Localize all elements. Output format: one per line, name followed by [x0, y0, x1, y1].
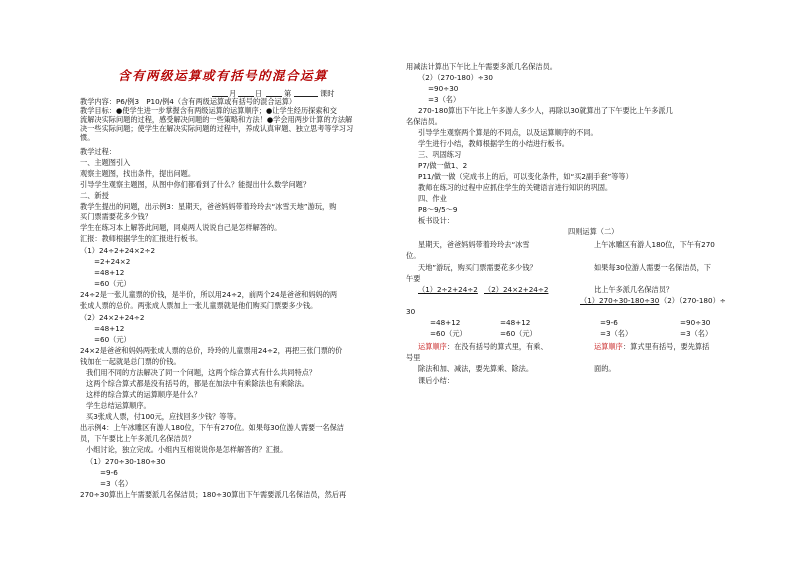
left-line: 员，下午要比上午多派几名保洁员？ — [80, 434, 196, 443]
date-period: 课时 — [320, 89, 335, 98]
date-month: 月 — [229, 89, 237, 98]
board-step: =3（名） — [600, 329, 633, 338]
board-step: =60（元） — [500, 329, 537, 338]
left-line: 教学过程： — [80, 147, 116, 156]
left-line: 24÷2是一张儿童票的价钱，是半价，所以用24÷2，前两个24是爸爸和妈妈的两 — [80, 290, 338, 299]
board-step: =9-6 — [600, 318, 618, 327]
page-title: 含有两级运算或有括号的混合运算 — [118, 68, 329, 83]
board-expr: （2）24×2+24÷2 — [484, 285, 549, 294]
left-line: =3（名） — [100, 479, 133, 488]
summary: 课后小结： — [418, 376, 454, 385]
right-line: 三、巩固练习 — [418, 150, 462, 159]
board-expr: 30 — [406, 307, 416, 316]
left-line: =48+12 — [94, 268, 125, 277]
left-line: 汇报：教师根据学生的汇报进行板书。 — [80, 234, 203, 243]
left-line: 惯。 — [80, 133, 95, 142]
right-line: 用减法计算出下午比上午需要多派几名保洁员。 — [406, 62, 557, 71]
rule-text: ：在没有括号的算式里，有乘、 — [447, 342, 548, 351]
left-line: 观察主题图，找出条件，提出问题。 — [80, 169, 196, 178]
board-step: =48+12 — [430, 318, 461, 327]
right-line: P7/做一做1、2 — [418, 161, 468, 170]
board-step: =48+12 — [500, 318, 531, 327]
left-line: 小组讨论，独立完成。小组内互相说说你是怎样解答的？汇报。 — [86, 445, 288, 454]
left-line: 二、新授 — [80, 191, 109, 200]
left-line: 引导学生观察主题图，从图中你们都看到了什么？能提出什么数学问题？ — [80, 180, 311, 189]
board-step: =3（名） — [680, 329, 713, 338]
right-line: 名保洁员。 — [406, 117, 442, 126]
board-line: 如果每30位游人需要一名保洁员，下 — [594, 263, 711, 272]
rule-text: 号里 — [406, 353, 421, 362]
left-line: 这两个综合算式都是没有括号的，都是在加法中有乘除法也有乘除法。 — [86, 379, 309, 388]
board-line: 上午冰雕区有游人180位，下午有270 — [594, 240, 715, 249]
board-line: 午要 — [406, 274, 421, 283]
board-expr: （1）2÷2+24÷2 — [418, 285, 478, 294]
right-line: 板书设计： — [418, 216, 454, 225]
left-line: 张成人票的总价。两张成人票加上一张儿童票就是他们购买门票要多少钱。 — [80, 301, 318, 310]
rule-label: 运算顺序 — [594, 342, 623, 351]
left-line: 决一些实际问题；使学生在解决实际问题的过程中，养成认真审题、独立思考等学习习 — [80, 124, 354, 133]
rule-text: 除法和加、减法，要先算乘、除法。 — [418, 364, 534, 373]
left-line: 这样的综合算式的运算顺序是什么？ — [86, 390, 202, 399]
board-heading: 四则运算（二） — [568, 227, 619, 236]
right-line: P8～9/5～9 — [418, 205, 458, 214]
left-line: =9-6 — [100, 468, 118, 477]
right-line: 270-180算出下午比上午多游人多少人，再除以30就算出了下午要比上午多派几 — [418, 106, 673, 115]
right-line: 四、作业 — [418, 194, 447, 203]
left-line: 我们用不同的方法解决了同一个问题，这两个综合算式有什么共同特点？ — [86, 368, 317, 377]
left-line: （1）270÷30-180÷30 — [86, 457, 166, 466]
left-line: =48+12 — [94, 324, 125, 333]
left-line: 买门票需要花多少钱？ — [80, 212, 152, 221]
date-lesson: 第 — [284, 89, 292, 98]
right-line: =3（名） — [428, 95, 461, 104]
board-line: 天地”游玩，购买门票需要花多少钱？ — [418, 263, 537, 272]
left-line: =60（元） — [94, 279, 131, 288]
left-line: （2）24×2+24÷2 — [80, 313, 145, 322]
board-step: =60（元） — [430, 329, 467, 338]
rule-text: 面的。 — [594, 364, 616, 373]
left-line: 学生总结运算顺序。 — [86, 401, 151, 410]
right-line: 引导学生观察两个算是的不同点，以及运算顺序的不同。 — [418, 128, 598, 137]
left-line: =60（元） — [94, 335, 131, 344]
right-line: （2）（270-180）÷30 — [418, 73, 493, 82]
left-line: =2+24×2 — [94, 257, 131, 266]
left-line: 买3张成人票，付100元，应找回多少钱？等等。 — [86, 412, 241, 421]
rule-label: 运算顺序 — [418, 342, 447, 351]
date-day: 日 — [255, 89, 263, 98]
left-line: 流解决实际问题的过程，感受解决问题的一些策略和方法！●学会用两步计算的方法解 — [80, 115, 353, 124]
left-line: 钱加在一起就是总门票的价钱。 — [80, 357, 181, 366]
board-line: 位。 — [406, 251, 421, 260]
board-expr: （1）270÷30-180÷30 — [580, 296, 660, 305]
left-line: 教学生提出的问题，出示例3：星期天，爸爸妈妈带着玲玲去“冰雪天地”游玩，购 — [80, 202, 337, 211]
left-line: 一、主题图引入 — [80, 158, 131, 167]
left-line: 24×2是爸爸和妈妈两张成人票的总价，玲玲的儿童票用24÷2，再把三张门票的价 — [80, 346, 343, 355]
board-line: 比上午多派几名保洁员？ — [594, 285, 674, 294]
right-line: 学生进行小结，教师根据学生的小结进行板书。 — [418, 139, 569, 148]
left-line: 270÷30算出上午需要派几名保洁员；180÷30算出下午需要派几名保洁员，然后再 — [80, 490, 347, 499]
left-line: 教学目标：●使学生进一步掌握含有两级运算的运算顺序；●让学生经历探索和交 — [80, 106, 337, 115]
board-line: 星期天，爸爸妈妈带着玲玲去“冰雪 — [418, 240, 530, 249]
right-line: 教师在练习的过程中应抓住学生的关键语言进行知识的巩固。 — [418, 183, 613, 192]
board-expr: （2）（270-180）÷ — [660, 296, 726, 305]
board-step: =90÷30 — [680, 318, 711, 327]
right-line: =90÷30 — [428, 84, 459, 93]
left-line: 教学内容：P6/例3 P10/例4（含有两级运算或有括号的混合运算） — [80, 97, 297, 106]
left-line: （1）24÷2+24×2÷2 — [80, 246, 156, 255]
right-line: P11/做一做（完成书上的后，可以变化条件，如“买2副手套”等等） — [418, 172, 633, 181]
rule-text: ：算式里有括号，要先算括 — [623, 342, 710, 351]
left-line: 学生在练习本上解答此问题，同桌两人说说自己是怎样解答的。 — [80, 223, 282, 232]
left-line: 出示例4：上午冰雕区有游人180位，下午有270位。如果每30位游人需要一名保洁 — [80, 423, 344, 432]
